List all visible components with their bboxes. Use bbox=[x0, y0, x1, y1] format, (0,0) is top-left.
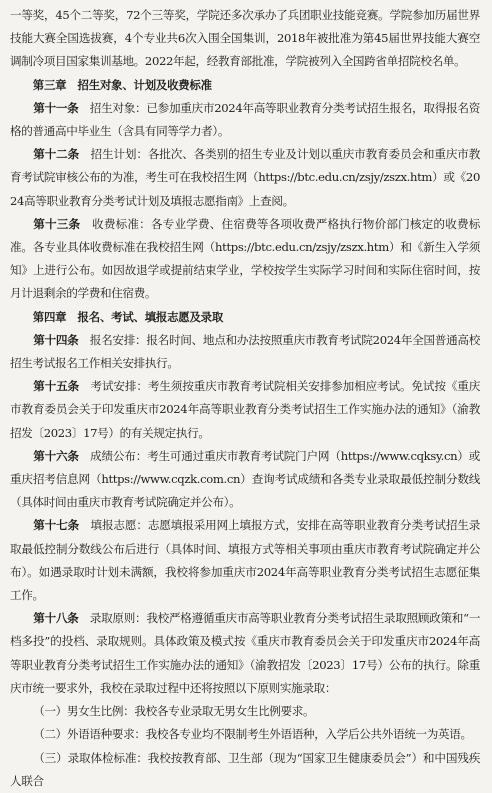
article-14-text: 报名安排：报名时间、地点和办法按照重庆市教育考试院2024年全国普通高校招生考试报名工作相关安排执行。 bbox=[10, 332, 480, 371]
intro-paragraph: 一等奖，45个二等奖，72个三等奖，学院还多次承办了兵团职业技能竞赛。学院参加历届世界技能大赛全国选拔赛，4个专业共6次入围全国集训，2018年被批准为第45届世界技能大赛空调制冷项目国家集训基地。2022年起，经教育部批准，学院被列入全国跨省单招院校名单。 bbox=[10, 8, 480, 69]
chapter-3-heading: 第三章 招生对象、计划及收费标准 bbox=[32, 77, 212, 92]
article-12 bbox=[10, 143, 480, 213]
article-12-title: 第十二条 bbox=[33, 147, 80, 162]
article-14-title: 第十四条 bbox=[33, 332, 79, 347]
article-14 bbox=[10, 329, 480, 375]
article-15 bbox=[10, 375, 480, 445]
article-16-title: 第十六条 bbox=[33, 448, 79, 463]
article-15-title: 第十五条 bbox=[33, 379, 80, 394]
article-11 bbox=[10, 97, 480, 143]
list-item-health-standard: （三）录取体检标准：我校按教育部、卫生部（现为“国家卫生健康委员会”）和中国残疾人联合 bbox=[10, 750, 480, 788]
article-16-text: 成绩公布：考生可通过重庆市教育考试院门户网（https://www.cqksy.cn）或重庆招考信息网（https://www.cqzk.com.cn）查询考试成绩和各类专业录取最低控制分数线（具体时间由重庆市教育考试院确定并公布）。 bbox=[10, 448, 480, 510]
article-13 bbox=[10, 213, 480, 306]
article-13-title: 第十三条 bbox=[33, 216, 81, 231]
article-16 bbox=[10, 445, 480, 515]
article-18-title: 第十八条 bbox=[33, 611, 79, 626]
list-item-language: （二）外语语种要求：我校各专业均不限制考生外语语种，入学后公共外语统一为英语。 bbox=[33, 727, 472, 742]
chapter-4-heading: 第四章 报名、考试、填报志愿及录取 bbox=[32, 309, 224, 324]
article-18-text: 录取原则：我校严格遵循重庆市高等职业教育分类考试招生录取照顾政策和“一档多投”的投档、录取规则。具体政策及模式按《重庆市教育委员会关于印发重庆市2024年高等职业教育分类考试招生工作实施办法的通知》（渝教招发〔2023〕17号）公布的执行。除重庆市统一要求外，我校在录取过程中还将按照以下原则实施录取： bbox=[10, 611, 480, 695]
article-11-title: 第十一条 bbox=[33, 100, 79, 115]
article-17-title: 第十七条 bbox=[33, 518, 80, 533]
article-18 bbox=[10, 607, 480, 700]
article-12-text: 招生计划：各批次、各类别的招生专业及计划以重庆市教育委员会和重庆市教育考试院审核公布的为准，考生可在我校招生网（https://btc.edu.cn/zsjy/zszx.htm）或《2024高等职业教育分类考试计划及填报志愿指南》上查阅。 bbox=[10, 147, 480, 208]
article-11-text: 招生对象：已参加重庆市2024年高等职业教育分类考试招生报名，取得报名资格的普通高中毕业生（含具有同等学力者）。 bbox=[10, 100, 480, 139]
article-13-text: 收费标准：各专业学费、住宿费等各项收费严格执行物价部门核定的收费标准。各专业具体收费标准在我校招生网（https://btc.edu.cn/zsjy/zszx.htm）和《新生入学须知》上进行公布。如因故退学或提前结束学业，学校按学生实际学习时间和实际住宿时间，按月计退剩余的学费和住宿费。 bbox=[10, 216, 480, 301]
article-17 bbox=[10, 514, 480, 607]
list-item-gender-ratio: （一）男女生比例：我校各专业录取无男女生比例要求。 bbox=[33, 704, 315, 719]
article-17-text: 填报志愿：志愿填报采用网上填报方式，安排在高等职业教育分类考试招生录取最低控制分数线公布后进行（具体时间、填报方式等相关事项由重庆市教育考试院确定并公布）。如遇录取时计划未满额，我校将参加重庆市2024年高等职业教育分类考试招生志愿征集工作。 bbox=[10, 518, 480, 603]
article-15-text: 考试安排：考生须按重庆市教育考试院相关安排参加相应考试。免试按《重庆市教育委员会关于印发重庆市2024年高等职业教育分类考试招生工作实施办法的通知》（渝教招发〔2023〕17号）的有关规定执行。 bbox=[10, 379, 480, 440]
